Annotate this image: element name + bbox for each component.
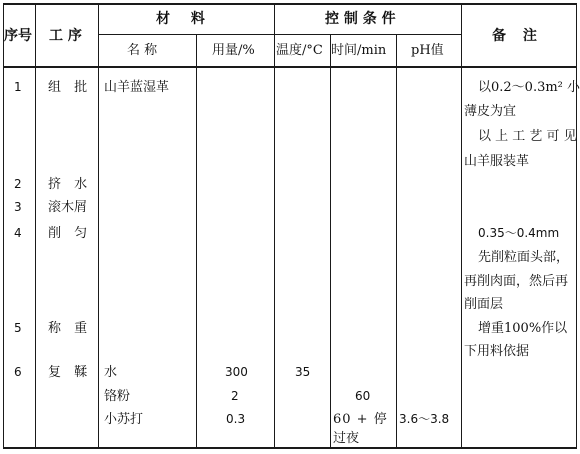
row-6-process: 复 鞣 xyxy=(48,365,88,380)
rule-header-mid xyxy=(98,34,461,35)
row-7-time: 60 xyxy=(355,389,371,403)
row-1-remark-2: 薄皮为宜 xyxy=(464,104,517,119)
header-material-dosage: 用量/% xyxy=(212,43,255,58)
rule-material-control xyxy=(274,3,275,449)
header-control-group: 控 制 条 件 xyxy=(325,11,396,27)
row-4-remark-4: 削面层 xyxy=(464,297,504,312)
rule-right xyxy=(576,3,577,449)
row-1-remark-3: 以 上 工 艺 可 见 xyxy=(478,129,577,144)
rule-seq xyxy=(35,3,36,449)
rule-process xyxy=(98,3,99,449)
row-7-dosage: 2 xyxy=(231,389,239,403)
row-4-seq: 4 xyxy=(14,226,22,240)
row-3-seq: 3 xyxy=(14,200,22,214)
row-1-process: 组 批 xyxy=(48,80,88,95)
row-5-seq: 5 xyxy=(14,321,22,335)
row-2-process: 挤 水 xyxy=(48,177,88,192)
row-5-process: 称 重 xyxy=(48,321,88,336)
header-seq: 序号 xyxy=(4,28,32,44)
row-8-material: 小苏打 xyxy=(104,412,144,427)
row-1-material: 山羊蓝湿革 xyxy=(104,80,170,95)
row-8-time: 60 + 停 xyxy=(333,412,388,427)
row-4-remark-2: 先削粒面头部， xyxy=(478,250,570,265)
header-temperature: 温度/°C xyxy=(276,43,323,58)
row-5-remark-2: 下用料依据 xyxy=(464,344,530,359)
row-1-remark-1: 以0.2～0.3m² 小 xyxy=(478,80,580,95)
row-1-remark-4: 山羊服装革 xyxy=(464,154,530,169)
header-material-group: 材 料 xyxy=(156,11,213,27)
row-6-temp: 35 xyxy=(295,365,311,379)
row-6-material: 水 xyxy=(104,365,118,380)
row-6-dosage: 300 xyxy=(225,365,248,379)
row-2-seq: 2 xyxy=(14,177,22,191)
rule-top xyxy=(3,3,577,5)
row-4-remark-1: 0.35～0.4mm xyxy=(478,226,560,240)
rule-name xyxy=(196,35,197,449)
header-time: 时间/min xyxy=(331,43,387,58)
row-4-remark-3: 再削肉面，然后再 xyxy=(464,274,569,289)
row-4-process: 削 匀 xyxy=(48,226,88,241)
rule-header-bottom xyxy=(3,66,577,68)
rule-time xyxy=(396,35,397,449)
row-8-ph: 3.6～3.8 xyxy=(399,412,450,426)
row-6-seq: 6 xyxy=(14,365,22,379)
header-material-name: 名 称 xyxy=(127,43,158,58)
header-ph: pH值 xyxy=(411,43,444,58)
rule-temp xyxy=(330,35,331,449)
row-9-time: 过夜 xyxy=(333,431,360,446)
rule-bottom xyxy=(3,447,577,449)
header-process: 工 序 xyxy=(49,28,82,44)
rule-left xyxy=(3,3,4,449)
header-remarks: 备 注 xyxy=(492,28,543,44)
row-8-dosage: 0.3 xyxy=(226,412,246,426)
row-5-remark-1: 增重100%作以 xyxy=(478,321,568,336)
row-3-process: 滚木屑 xyxy=(48,200,88,215)
rule-control-remarks xyxy=(461,3,462,449)
row-7-material: 铬粉 xyxy=(104,389,131,404)
row-1-seq: 1 xyxy=(14,80,22,94)
